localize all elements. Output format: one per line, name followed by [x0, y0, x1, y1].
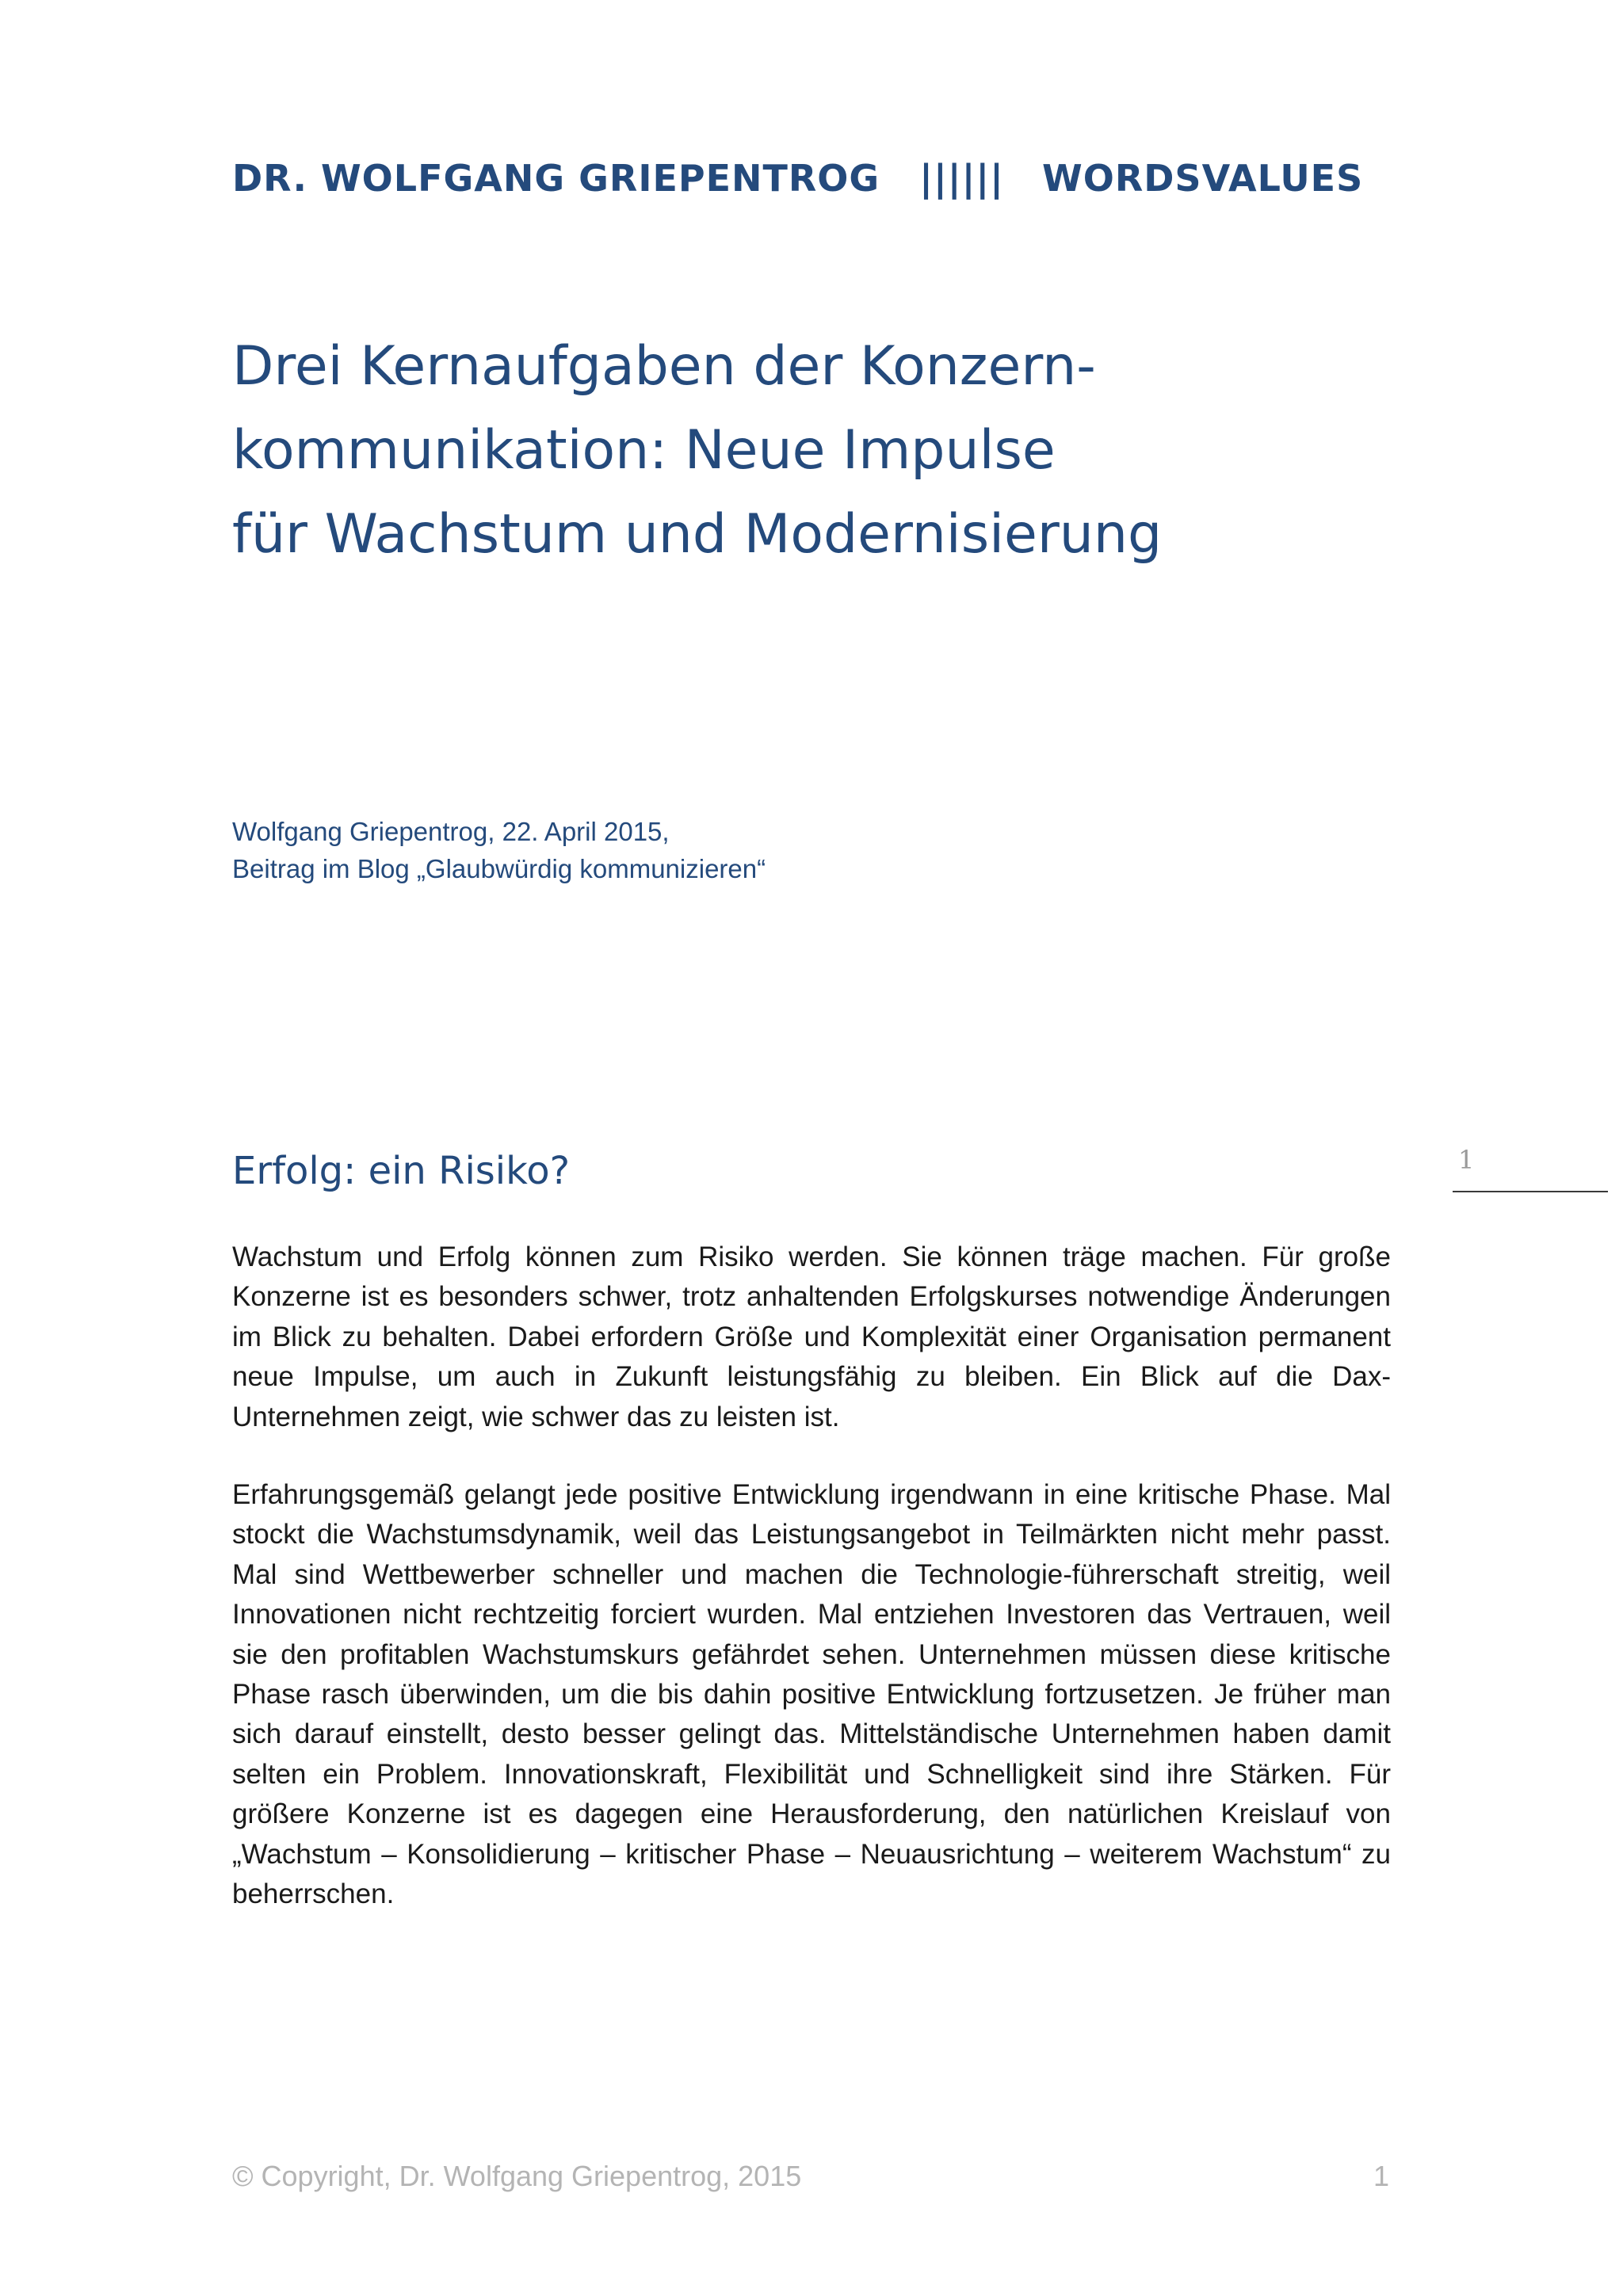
letterhead-separator: |||||| — [919, 157, 1004, 200]
letterhead-author: DR. WOLFGANG GRIEPENTROG — [232, 157, 880, 200]
section-heading: Erfolg: ein Risiko? — [232, 1149, 571, 1193]
paragraph-2: Erfahrungsgemäß gelangt jede positive Entwicklung irgendwann in eine kritische Phase. Mal stockt die Wachstumsdynamik, weil das Leistungsangebot in Teilmärkten nicht mehr passt. Mal sind Wettbewerber schneller und machen die Technologie-führerschaft streitig, weil Innovationen nicht rechtzeitig forciert wurden. Mal entziehen Investoren das Vertrauen, weil sie den profitablen Wachstumskurs gefährdet sehen. Unternehmen müssen diese kritische Phase rasch überwinden, um die bis dahin positive Entwicklung fortzusetzen. Je früher man sich darauf einstellt, desto besser gelingt das. Mittelständische Unternehmen haben damit selten ein Problem. Innovationskraft, Flexibilität und Schnelligkeit sind ihre Stärken. Für größere Konzerne ist es dagegen eine Herausforderung, den natürlichen Kreislauf von „Wachstum – Konsolidierung – kritischer Phase – Neuausrichtung – weiterem Wachstum“ zu beherrschen. — [232, 1479, 1391, 1910]
title-line-3: für Wachstum und Modernisierung — [232, 503, 1163, 566]
margin-note-rule — [1453, 1191, 1608, 1192]
footer-copyright: © Copyright, Dr. Wolfgang Griepentrog, 2015 — [232, 2160, 802, 2192]
author-date: Wolfgang Griepentrog, 22. April 2015, — [232, 817, 670, 846]
document-title — [232, 325, 1421, 577]
paragraph-1: Wachstum und Erfolg können zum Risiko werden. Sie können träge machen. Für große Konzerne ist es besonders schwer, trotz anhaltenden Erfolgskurses notwendige Änderungen im Blick zu behalten. Dabei erfordern Größe und Komplexität einer Organisation permanent neue Impulse, um auch in Zukunft leistungsfähig zu bleiben. Ein Blick auf die Dax-Unternehmen zeigt, wie schwer das zu leisten ist. — [232, 1241, 1391, 1432]
footer-page-number: 1 — [1373, 2160, 1390, 2192]
letterhead-brand: WORDSVALUES — [1041, 157, 1364, 200]
letterhead — [232, 157, 1363, 200]
blog-reference: Beitrag im Blog „Glaubwürdig kommunizieren“ — [232, 854, 766, 883]
title-line-2: kommunikation: Neue Impulse — [232, 419, 1056, 482]
author-date-block — [232, 813, 766, 887]
title-line-1: Drei Kernaufgaben der Konzern- — [232, 335, 1096, 398]
margin-note-number: 1 — [1458, 1145, 1475, 1175]
